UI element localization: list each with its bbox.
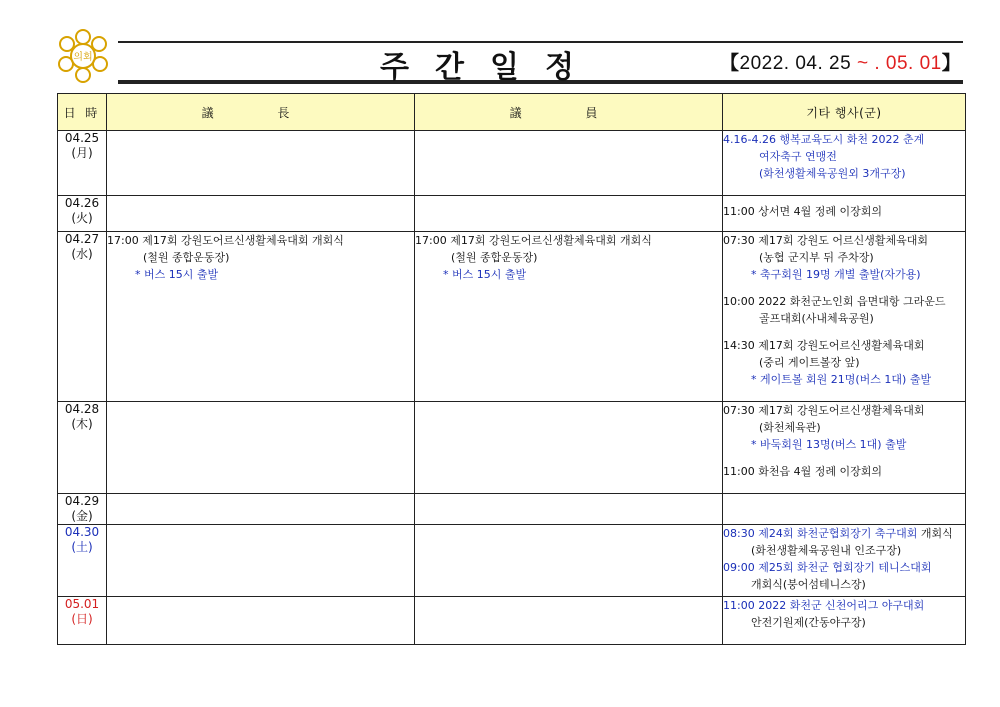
range-end: 05. 01 <box>885 53 942 74</box>
emblem-text: 의회 <box>73 52 93 63</box>
weekday: (月) <box>71 146 93 160</box>
event-line: (철원 종합운동장) <box>451 251 538 264</box>
event-line: 4.16-4.26 행복교육도시 화천 2022 춘계 <box>723 133 925 146</box>
chair-cell <box>107 196 415 232</box>
table-row <box>58 494 966 525</box>
date-cell <box>58 196 107 232</box>
event-line: 개회식(붕어섬테니스장) <box>751 578 866 591</box>
chair-cell <box>107 402 415 494</box>
member-cell <box>415 131 723 196</box>
table-row <box>58 597 966 645</box>
event-line: (화천생활체육공원외 3개구장) <box>759 167 906 180</box>
council-emblem <box>50 28 116 84</box>
weekday: (水) <box>71 247 93 261</box>
date: 05.01 <box>64 597 100 611</box>
range-open: 【 <box>720 53 740 74</box>
date: 04.29 <box>64 494 100 508</box>
range-start: 2022. 04. 25 <box>739 53 852 74</box>
event-note: * 축구회원 19명 개별 출발(자가용) <box>751 268 921 281</box>
event-line: 14:30 제17회 강원도어르신생활체육대회 <box>723 339 925 352</box>
event-line: (화천체육관) <box>759 421 821 434</box>
weekday: (土) <box>71 540 93 554</box>
event-line: 10:00 2022 화천군노인회 읍면대항 그라운드 <box>723 295 946 308</box>
weekday: (日) <box>71 612 93 626</box>
member-cell <box>415 597 723 645</box>
date: 04.27 <box>64 232 100 246</box>
other-cell <box>723 131 966 196</box>
date: 04.30 <box>64 525 100 539</box>
weekday: (木) <box>71 417 93 431</box>
event-line: 09:00 제25회 화천군 협회장기 테니스대회 <box>723 561 932 574</box>
member-cell <box>415 402 723 494</box>
event-line: 07:30 제17회 강원도 어르신생활체육대회 <box>723 234 928 247</box>
event-line: (화천생활체육공원내 인조구장) <box>751 544 902 557</box>
other-cell <box>723 494 966 525</box>
date: 04.25 <box>64 131 100 145</box>
event-line: 11:00 2022 화천군 신천어리그 야구대회 <box>723 599 925 612</box>
date: 04.26 <box>64 196 100 210</box>
event-line: 여자축구 연맹전 <box>759 150 837 163</box>
table-row <box>58 131 966 196</box>
table-header-row <box>58 94 966 131</box>
weekday: (金) <box>71 509 93 523</box>
table-row <box>58 525 966 597</box>
event-line: (철원 종합운동장) <box>143 251 230 264</box>
date-cell <box>58 494 107 525</box>
table-row <box>58 196 966 232</box>
event-note: * 바둑회원 13명(버스 1대) 출발 <box>751 438 907 451</box>
date: 04.28 <box>64 402 100 416</box>
event-line: 17:00 제17회 강원도어르신생활체육대회 개회식 <box>415 234 652 247</box>
other-cell <box>723 232 966 402</box>
other-cell <box>723 196 966 232</box>
event-note: * 버스 15시 출발 <box>135 268 219 281</box>
event-line: 11:00 상서면 4월 정례 이장회의 <box>723 205 882 218</box>
header-chair: 議 長 <box>107 94 415 131</box>
event-line: 08:30 제24회 화천군협회장기 축구대회 <box>723 527 918 540</box>
event-line: 11:00 화천읍 4월 정례 이장회의 <box>723 465 882 478</box>
date-range <box>720 48 961 75</box>
date-cell <box>58 525 107 597</box>
chair-cell <box>107 597 415 645</box>
date-cell <box>58 131 107 196</box>
page-title: 주간일정 <box>380 50 600 85</box>
date-cell <box>58 597 107 645</box>
event-line: 17:00 제17회 강원도어르신생활체육대회 개회식 <box>107 234 344 247</box>
range-separator: ~ . <box>851 53 886 74</box>
event-line-suffix: 개회식 <box>917 527 953 540</box>
other-cell <box>723 402 966 494</box>
table-row <box>58 402 966 494</box>
header-date: 日 時 <box>58 94 107 131</box>
table-row <box>58 232 966 402</box>
event-line: 07:30 제17회 강원도어르신생활체육대회 <box>723 404 925 417</box>
event-line: (중리 게이트볼장 앞) <box>759 356 860 369</box>
date-cell <box>58 402 107 494</box>
event-note: * 버스 15시 출발 <box>443 268 527 281</box>
event-note: * 게이트볼 회원 21명(버스 1대) 출발 <box>751 373 932 386</box>
member-cell <box>415 494 723 525</box>
member-cell <box>415 196 723 232</box>
chair-cell <box>107 232 415 402</box>
weekday: (火) <box>71 211 93 225</box>
weekly-schedule-table <box>57 93 966 645</box>
event-line: 골프대회(사내체육공원) <box>759 312 874 325</box>
range-close: 】 <box>941 53 962 74</box>
chair-cell <box>107 131 415 196</box>
member-cell <box>415 525 723 597</box>
header-other-events: 기타 행사(군) <box>723 94 966 131</box>
chair-cell <box>107 525 415 597</box>
other-cell <box>723 597 966 645</box>
header-member: 議 員 <box>415 94 723 131</box>
other-cell <box>723 525 966 597</box>
date-cell <box>58 232 107 402</box>
chair-cell <box>107 494 415 525</box>
event-line: 안전기원제(간동야구장) <box>751 616 866 629</box>
event-line: (농협 군지부 뒤 주차장) <box>759 251 874 264</box>
member-cell <box>415 232 723 402</box>
